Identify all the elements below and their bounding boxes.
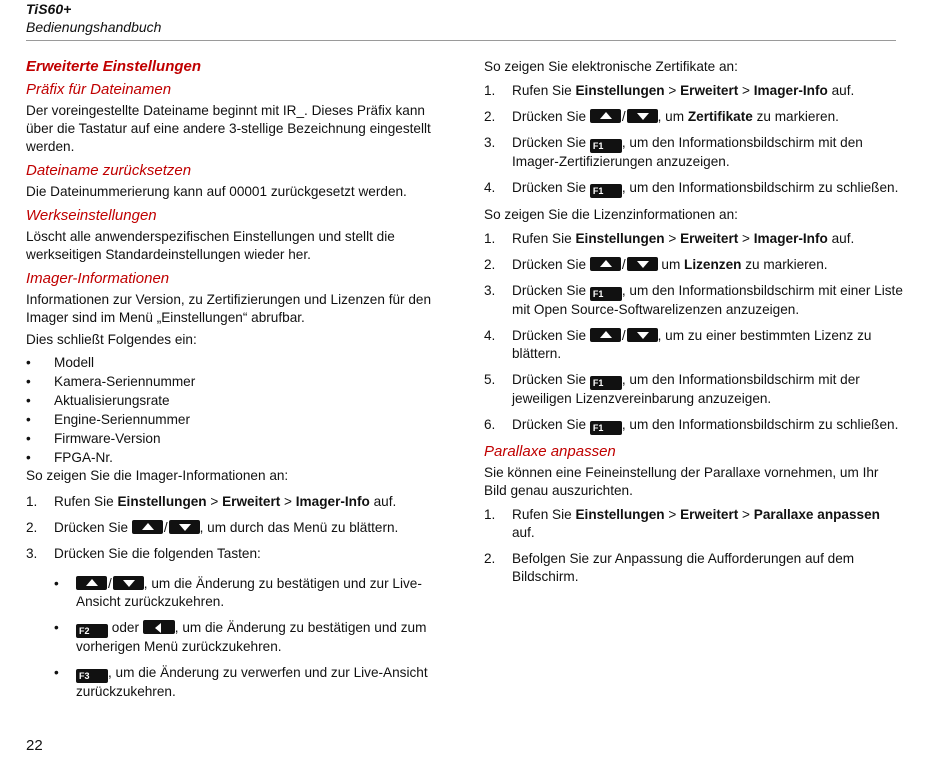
list-item: • FPGA-Nr. [26, 448, 446, 467]
step-text: Drücken Sie die folgenden Tasten: [54, 546, 261, 561]
step-text: , um den Informationsbildschirm zu schließen. [621, 180, 899, 195]
step-text: oder [108, 620, 143, 635]
step-number: 1. [484, 231, 496, 246]
menu-einstellungen: Einstellungen [575, 507, 665, 522]
f1-key-icon: F1 [590, 287, 622, 301]
imager-show-label: So zeigen Sie die Imager-Informationen an: [26, 468, 289, 483]
down-arrow-key-icon [627, 328, 658, 342]
menu-erweitert: Erweitert [680, 507, 739, 522]
step-text: , um die Änderung zu verwerfen und zur Live-Ansicht zurückzukehren. [76, 665, 428, 699]
cert-step-3 [484, 134, 904, 171]
imager-heading: Imager-Informationen [26, 270, 170, 287]
imager-includes: Dies schließt Folgendes ein: [26, 332, 197, 347]
imager-text: Informationen zur Version, zu Zertifizierungen und Lizenzen für den Imager sind im Menü „Einstellungen“ abrufbar. [26, 292, 432, 325]
menu-imager-info: Imager-Info [295, 494, 370, 509]
step-text: Rufen Sie [512, 507, 576, 522]
step-text: auf. [369, 494, 397, 509]
step-text: Befolgen Sie zur Anpassung die Aufforderungen auf dem Bildschirm. [512, 551, 855, 584]
separator: > [280, 494, 296, 509]
step-text: Drücken Sie [512, 135, 590, 150]
page-number: 22 [26, 737, 43, 754]
step-text: , um den Informationsbildschirm mit der jeweiligen Lizenzvereinbarung anzuzeigen. [512, 372, 860, 406]
step-text: zu markieren. [741, 257, 828, 272]
license-step-1 [484, 230, 904, 248]
step-text: , um zu einer bestimmten Lizenz zu blättern. [512, 328, 872, 361]
license-step-3 [484, 282, 904, 319]
step-text: , um die Änderung zu bestätigen und zum vorherigen Menü zurückzukehren. [76, 620, 427, 654]
menu-einstellungen: Einstellungen [575, 83, 665, 98]
down-arrow-key-icon [113, 576, 144, 590]
step-number: 3. [26, 546, 38, 561]
header-rule [26, 40, 896, 41]
step-number: 4. [484, 328, 496, 343]
step-text: auf. [827, 83, 855, 98]
separator: > [738, 507, 754, 522]
list-item: • Kamera-Seriennummer [26, 372, 446, 391]
license-step-6 [484, 416, 904, 435]
factory-text: Löscht alle anwenderspezifischen Einstellungen und stellt die werkseitigen Standardeinstellungen wieder her. [26, 229, 395, 262]
list-item: • Aktualisierungsrate [26, 391, 446, 410]
step-number: 6. [484, 417, 496, 432]
cert-step-1 [484, 82, 904, 100]
left-column [26, 58, 446, 709]
step-number: 3. [484, 135, 496, 150]
step-number: 1. [484, 507, 496, 522]
list-item: • Firmware-Version [26, 429, 446, 448]
f1-key-icon: F1 [590, 421, 622, 435]
step-text: Drücken Sie [512, 417, 590, 432]
imager-substep-1: • / , um die Änderung zu bestätigen und zur Live-Ansicht zurückzukehren. [54, 576, 422, 609]
step-text: Drücken Sie [512, 257, 590, 272]
f1-key-icon: F1 [590, 139, 622, 153]
reset-heading: Dateiname zurücksetzen [26, 162, 192, 179]
list-item: • Engine-Seriennummer [26, 410, 446, 429]
step-text: , um [657, 109, 688, 124]
step-text: Drücken Sie [54, 520, 132, 535]
step-text: Drücken Sie [512, 372, 590, 387]
license-step-4: 4. Drücken Sie / , um zu einer bestimmten Lizenz zu blättern. [484, 328, 872, 361]
separator: > [664, 83, 681, 98]
imager-step-3 [26, 545, 446, 563]
down-arrow-key-icon [627, 257, 658, 271]
menu-einstellungen: Einstellungen [575, 231, 665, 246]
header-model: TiS60+ [26, 1, 72, 17]
parallax-text: Sie können eine Feineinstellung der Parallaxe vornehmen, um Ihr Bild genau auszurichten. [484, 465, 879, 498]
up-arrow-key-icon [590, 257, 621, 271]
step-text: Rufen Sie [512, 83, 576, 98]
step-text: , um den Informationsbildschirm mit den Imager-Zertifizierungen anzuzeigen. [512, 135, 863, 169]
separator: > [664, 231, 681, 246]
cert-step-4 [484, 179, 904, 198]
imager-substep-3: • F3 , um die Änderung zu verwerfen und zur Live-Ansicht zurückzukehren. [54, 665, 428, 699]
menu-zertifikate: Zertifikate [687, 109, 753, 124]
step-number: 3. [484, 283, 496, 298]
step-text: , um die Änderung zu bestätigen und zur Live-Ansicht zurückzukehren. [76, 576, 422, 609]
step-number: 5. [484, 372, 496, 387]
factory-heading: Werkseinstellungen [26, 207, 157, 224]
cert-label: So zeigen Sie elektronische Zertifikate an: [484, 59, 738, 74]
step-text: Drücken Sie [512, 328, 590, 343]
menu-einstellungen: Einstellungen [117, 494, 207, 509]
imager-substep-2: • F2 oder , um die Änderung zu bestätigen und zum vorherigen Menü zurückzukehren. [54, 620, 427, 654]
step-number: 2. [484, 109, 496, 124]
reset-text: Die Dateinummerierung kann auf 00001 zurückgesetzt werden. [26, 184, 407, 199]
step-text: , um durch das Menü zu blättern. [199, 520, 399, 535]
step-text: Drücken Sie [512, 283, 590, 298]
license-step-2: 2. Drücken Sie / um Lizenzen zu markieren. [484, 257, 828, 272]
f2-key-icon: F2 [76, 624, 108, 638]
parallax-heading: Parallaxe anpassen [484, 443, 616, 460]
step-text: Drücken Sie [512, 180, 590, 195]
up-arrow-key-icon [76, 576, 107, 590]
imager-step-1 [26, 493, 446, 511]
menu-erweitert: Erweitert [680, 231, 739, 246]
prefix-heading: Präfix für Dateinamen [26, 81, 172, 98]
section-title: Erweiterte Einstellungen [26, 58, 202, 75]
menu-parallaxe-anpassen: Parallaxe anpassen [753, 507, 880, 522]
back-arrow-key-icon [143, 620, 175, 634]
step-number: 4. [484, 180, 496, 195]
menu-imager-info: Imager-Info [753, 231, 828, 246]
down-arrow-key-icon [169, 520, 200, 534]
step-text: auf. [512, 525, 535, 540]
step-number: 2. [484, 257, 496, 272]
separator: > [738, 231, 754, 246]
menu-imager-info: Imager-Info [753, 83, 828, 98]
list-item: • Modell [26, 353, 446, 372]
step-text: , um den Informationsbildschirm zu schließen. [621, 417, 899, 432]
separator: > [664, 507, 681, 522]
up-arrow-key-icon [590, 328, 621, 342]
f1-key-icon: F1 [590, 184, 622, 198]
up-arrow-key-icon [132, 520, 163, 534]
menu-erweitert: Erweitert [680, 83, 739, 98]
separator: > [738, 83, 754, 98]
step-number: 1. [26, 494, 38, 509]
f3-key-icon: F3 [76, 669, 108, 683]
step-number: 2. [26, 520, 38, 535]
cert-step-2: 2. Drücken Sie / , um Zertifikate zu markieren. [484, 109, 839, 124]
step-text: auf. [827, 231, 855, 246]
step-number: 1. [484, 83, 496, 98]
license-label: So zeigen Sie die Lizenzinformationen an: [484, 207, 738, 222]
step-text: , um den Informationsbildschirm mit einer Liste mit Open Source-Softwarelizenzen anzuzeigen. [512, 283, 903, 317]
imager-bullet-list [26, 353, 446, 467]
step-text: Rufen Sie [54, 494, 118, 509]
parallax-step-2 [484, 550, 904, 586]
step-text: zu markieren. [752, 109, 839, 124]
step-text: Rufen Sie [512, 231, 576, 246]
step-text: Drücken Sie [512, 109, 590, 124]
down-arrow-key-icon [627, 109, 658, 123]
header-subtitle: Bedienungshandbuch [26, 19, 162, 35]
right-column [484, 58, 904, 594]
prefix-text: Der voreingestellte Dateiname beginnt mit IR_. Dieses Präfix kann über die Tastatur auf eine andere 3-stellige Bezeichnung eingestellt werden. [26, 103, 431, 154]
imager-step-2: 2. Drücken Sie / , um durch das Menü zu blättern. [26, 520, 399, 535]
license-step-5 [484, 371, 904, 408]
step-text: um [657, 257, 685, 272]
f1-key-icon: F1 [590, 376, 622, 390]
menu-erweitert: Erweitert [222, 494, 281, 509]
separator: > [206, 494, 223, 509]
parallax-step-1 [484, 506, 904, 542]
step-number: 2. [484, 551, 496, 566]
menu-lizenzen: Lizenzen [684, 257, 742, 272]
up-arrow-key-icon [590, 109, 621, 123]
